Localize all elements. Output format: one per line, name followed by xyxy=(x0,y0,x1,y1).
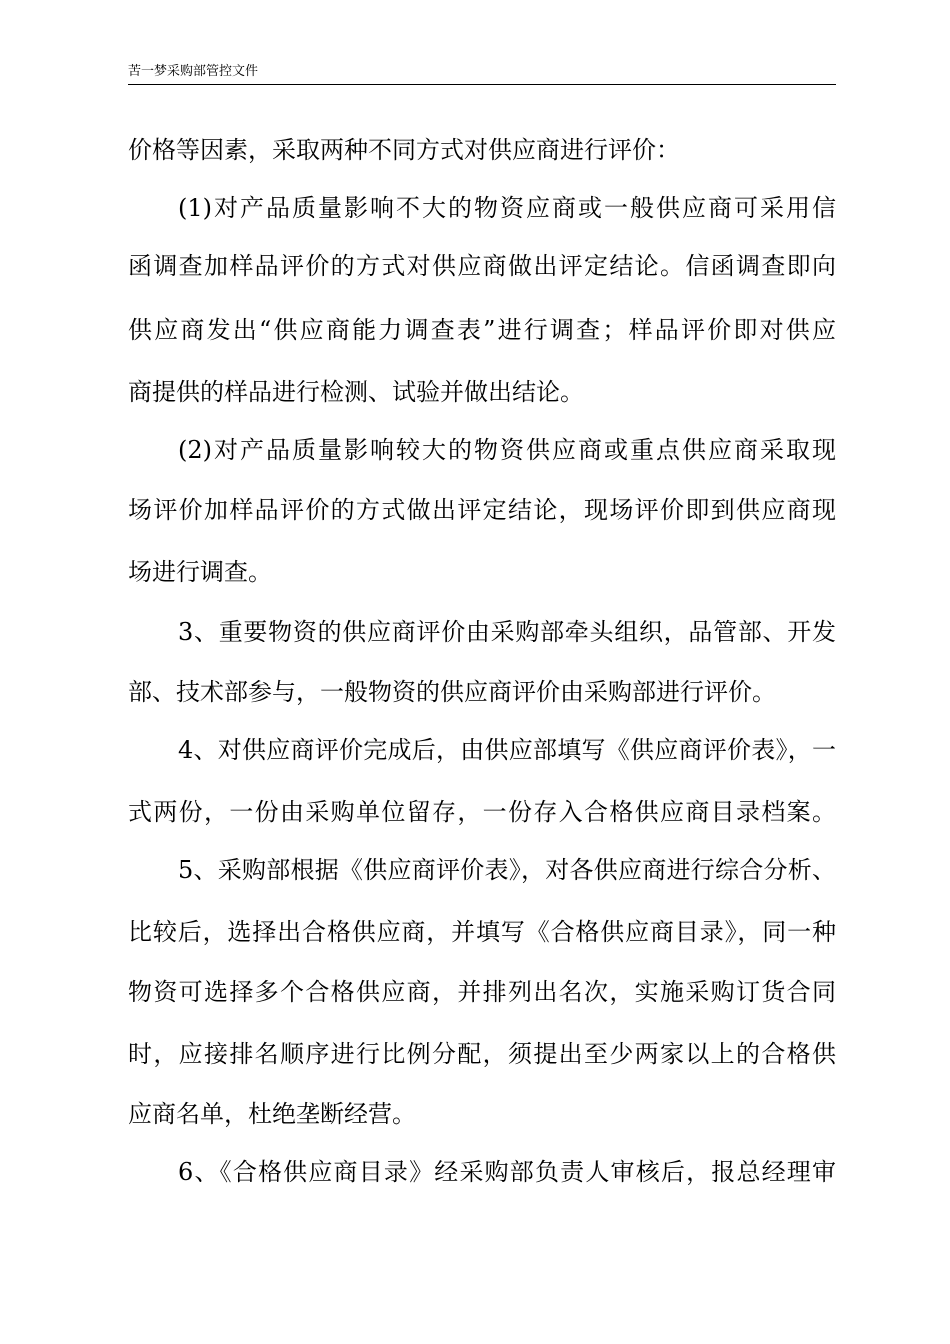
text-line: 6、《合格供应商目录》经采购部负责人审核后，报总经理审 xyxy=(178,1158,836,1186)
text-line: 场评价加样品评价的方式做出评定结论，现场评价即到供应商现 xyxy=(128,496,836,524)
text-line: 应商名单，杜绝垄断经营。 xyxy=(128,1100,416,1128)
text-line: 式两份，一份由采购单位留存，一份存入合格供应商目录档案。 xyxy=(128,798,836,826)
text-line: 物资可选择多个合格供应商，并排列出名次，实施采购订货合同 xyxy=(128,978,836,1006)
text-line: 部、技术部参与，一般物资的供应商评价由采购部进行评价。 xyxy=(128,678,776,706)
text-line: 时，应接排名顺序进行比例分配，须提出至少两家以上的合格供 xyxy=(128,1040,836,1068)
text-line: 4、对供应商评价完成后，由供应部填写《供应商评价表》，一 xyxy=(178,736,836,764)
text-line: (1)对产品质量影响不大的物资应商或一般供应商可采用信 xyxy=(178,194,836,222)
header-title: 苦一梦采购部管控文件 xyxy=(128,64,259,79)
text-line: 比较后，选择出合格供应商，并填写《合格供应商目录》，同一种 xyxy=(128,918,836,946)
page-header xyxy=(128,62,836,85)
text-line: 商提供的样品进行检测、试验并做出结论。 xyxy=(128,378,584,406)
text-line: 3、重要物资的供应商评价由采购部牵头组织，品管部、开发 xyxy=(178,618,836,646)
text-line: (2)对产品质量影响较大的物资供应商或重点供应商采取现 xyxy=(178,436,836,464)
text-line: 函调查加样品评价的方式对供应商做出评定结论。信函调查即向 xyxy=(128,252,836,280)
text-line: 场进行调查。 xyxy=(128,558,272,586)
text-line: 5、采购部根据《供应商评价表》，对各供应商进行综合分析、 xyxy=(178,856,836,884)
text-line: 供应商发出“供应商能力调查表”进行调查；样品评价即对供应 xyxy=(128,316,836,344)
text-line: 价格等因素，采取两种不同方式对供应商进行评价： xyxy=(128,136,680,164)
